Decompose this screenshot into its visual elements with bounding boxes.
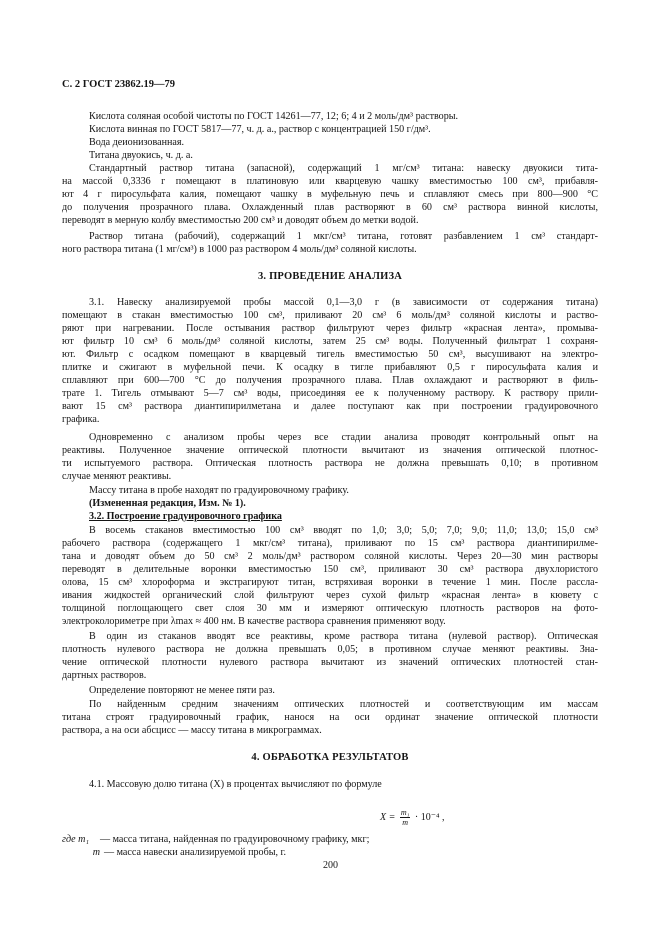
text-line: Стандартный раствор титана (запасной), содержащий 1 мг/см³ титана: навеску двуокиси тита- [89,163,598,174]
mass-determination-block [62,484,598,523]
text-line: чение оптической плотности нулевого раствора вычитают из значений оптических плотностей стан- [62,657,598,669]
text-line: 4.1. Массовую долю титана (X) в процентах вычисляют по формуле [89,779,382,790]
formula-legend [62,833,369,859]
text-line: переводят в мерную колбу вместимостью 200 см³ и доводят объем до метки водой. [62,215,419,227]
legend-symbol: где m₁ [62,834,89,845]
formula-rhs: · 10⁻⁴ , [414,811,445,823]
text-line: плотность нулевого раствора не должна превышать 0,05; в противном случае меняют реактивы. Зна- [62,644,598,656]
section-4-title: 4. ОБРАБОТКА РЕЗУЛЬТАТОВ [251,752,409,763]
repeat-note [62,684,598,697]
text-line: трате 1. Тигель отмывают 5—7 см³ воды, присоединяя ее к полученному раствору. К раствору прили- [62,388,598,400]
reagent-item: Титана двуокись, ч. д. а. [89,150,193,162]
text-line: Массу титана в пробе находят по градуировочному графику. [89,485,349,496]
text-line: на массой 0,3336 г помещают в платиновую или кварцевую чашку вместимостью 100 см³, прибавля- [62,176,598,188]
text-line: 3.1. Навеску анализируемой пробы массой 0,1—3,0 г (в зависимости от содержания титана) [89,297,598,308]
working-solution-paragraph [62,230,598,256]
formula-fraction [400,808,411,827]
section-4-1-paragraph [62,778,598,791]
text-line: По найденным средним значениям оптических плотностей и соответствующим им массам [89,699,598,710]
legend-row [62,846,369,859]
text-line: реактивы. Полученное значение оптической плотности вычитают из значения оптической плотнос- [62,445,598,457]
formula-numerator: m₁ [400,808,410,817]
text-line: ти испытуемого раствора. Оптическая плотность раствора не должна превышать 0,10; в противном [62,458,598,470]
formula [380,808,445,827]
text-line: электроколориметре при λmax ≈ 400 нм. В качестве раствора сравнения применяют воду. [62,616,446,628]
text-line: вают 15 см³ раствора диантипирилметана и далее поступают как при построении градуировочного [62,401,598,413]
graph-construction-paragraph [62,698,598,737]
zero-solution-paragraph [62,630,598,682]
text-line: ряют при нагревании. После остывания раствор фильтруют через фильтр «красная лента», промыва- [62,323,598,335]
control-experiment-paragraph [62,431,598,483]
legend-symbol: m [92,847,100,858]
text-line: олова, 15 см³ хлороформа и экстрагируют титан, встряхивая воронки в течение 1 мин. После рассла- [62,577,598,589]
text-line: до получения прозрачного плава. Охлажденный плав растворяют в 60 см³ раствора винной кислоты, [62,202,598,214]
text-line: рабочего раствора (содержащего 1 мкг/см³ титана), приливают по 15 см³ раствора диантипирилме- [62,538,598,550]
text-line: дартных растворов. [62,670,147,682]
text-line: графика. [62,414,100,426]
text-line: плитке и сжигают в муфельной печи. К осадку в тигле прибавляют 0,5 г пиросульфата калия и [62,362,598,374]
text-line: Раствор титана (рабочий), содержащий 1 мкг/см³ титана, готовят разбавлением 1 см³ стандарт- [89,231,598,242]
text-line: ют фильтр 10 см³ 6 моль/дм³ соляной кислоты, затем 25 см³ воды. Полученный фильтрат 1 сохраня- [62,336,598,348]
text-line: переводят в делительные воронки вместимостью 150 см³, приливают 30 см³ раствора двухлористого [62,564,598,576]
text-line: ного раствора титана (1 мг/см³) в 1000 раз раствором 4 моль/дм³ соляной кислоты. [62,244,417,256]
legend-text: — масса титана, найденная по градуировочному графику, мкг; [100,834,370,845]
formula-denominator: m [402,818,409,827]
text-line: помещают в стакан вместимостью 100 см³, приливают 20 см³ 6 моль/дм³ соляной кислоты и раство- [62,310,598,322]
text-line: толщиной поглощающего свет слоя 30 мм и измеряют оптическую плотность растворов на фото- [62,603,598,615]
stock-solution-paragraph [62,162,598,227]
text-line: титана строят градуировочный график, нанося на оси ординат значение оптической плотности [62,712,598,724]
text-line: тана и доводят объем до 50 см³ 2 моль/дм³ раствором соляной кислоты. Через 20—30 мин растворы [62,551,598,563]
reagents-list [62,110,598,162]
section-3-title: 3. ПРОВЕДЕНИЕ АНАЛИЗА [257,271,403,282]
text-line: ют. Фильтр с осадком помещают в кварцевый тигель вместимостью 50 см³, высушивают на электро- [62,349,598,361]
reagent-item: Вода деионизованная. [89,137,185,149]
page-header: С. 2 ГОСТ 23862.19—79 [62,79,176,90]
text-line: раствора, а на оси абсцисс — массу титана в микрограммах. [62,725,322,737]
text-line: Определение повторяют не менее пяти раз. [89,685,275,696]
text-line: случае меняют реактивы. [62,471,172,483]
text-line: сплавляют при 600—700 °С до получения прозрачного плава. Плав охлаждают и растворяют в филь- [62,375,598,387]
formula-lhs: X = [380,811,396,823]
calibration-paragraph [62,524,598,628]
page-number: 200 [323,860,338,871]
legend-text: — масса навески анализируемой пробы, г. [104,847,287,858]
section-3-1-paragraph [62,296,598,426]
reagent-item: Кислота соляная особой чистоты по ГОСТ 14261—77, 12; 6; 4 и 2 моль/дм³ растворы. [89,111,459,122]
text-line: В восемь стаканов вместимостью 100 см³ вводят по 1,0; 3,0; 5,0; 7,0; 9,0; 11,0; 13,0; 15,0 см³ [89,525,598,536]
subsection-3-2-title: 3.2. Построение градуировочного графика [89,511,282,523]
text-line: ивания жидкостей органический слой фильтруют через сухой фильтр «красная лента» в кювету с [62,590,598,602]
edition-note: (Измененная редакция, Изм. № 1). [89,498,246,510]
reagent-item: Кислота винная по ГОСТ 5817—77, ч. д. а., раствор с концентрацией 150 г/дм³. [89,124,431,136]
legend-row [62,833,369,846]
text-line: В один из стаканов вводят все реактивы, кроме раствора титана (нулевой раствор). Оптическая [89,631,598,642]
text-line: Одновременно с анализом пробы через все стадии анализа проводят контрольный опыт на [89,432,598,443]
text-line: ют 4 г пиросульфата калия, помещают чашку в муфельную печь и сплавляют смесь при 800—900 °С [62,189,598,201]
